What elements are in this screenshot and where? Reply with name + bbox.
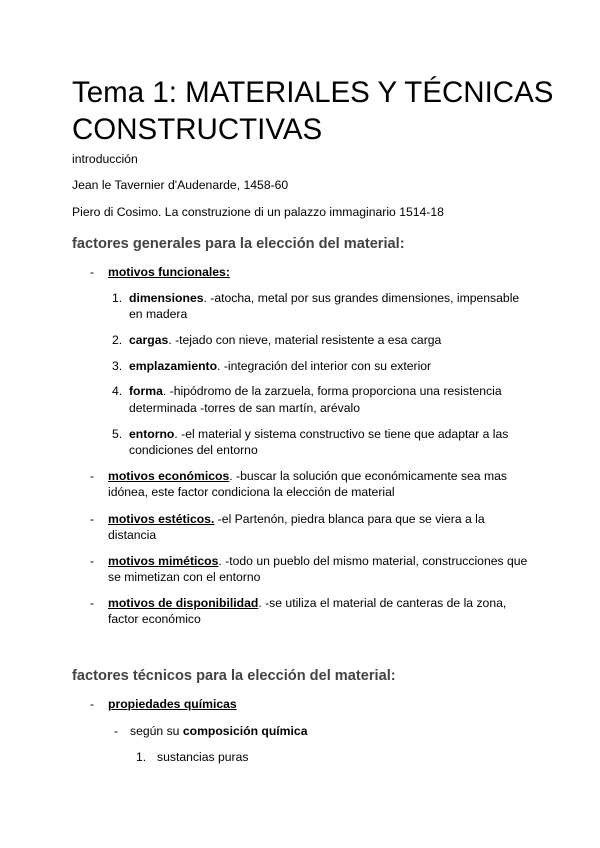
list-item-number: 2.: [112, 333, 123, 347]
page-title-line1: Tema 1: MATERIALES Y TÉCNICAS: [72, 76, 554, 109]
bullet-marker: -: [90, 554, 95, 568]
bullet-continuation: idónea, este factor condiciona la elección de material: [108, 485, 395, 499]
list-item: entorno. -el material y sistema constructivo se tiene que adaptar a las: [129, 427, 509, 441]
reference-1: Jean le Tavernier d'Audenarde, 1458-60: [72, 178, 289, 192]
sub-bullet-composition: según su composición química: [130, 724, 308, 738]
section-heading-general: factores generales para la elección del material:: [72, 236, 405, 252]
list-item: cargas. -tejado con nieve, material resistente a esa carga: [129, 333, 442, 347]
list-item-number: 1.: [112, 291, 123, 305]
section-heading-technical: factores técnicos para la elección del material:: [72, 668, 396, 684]
list-item-number: 4.: [112, 384, 123, 398]
list-item: sustancias puras: [157, 750, 249, 764]
bullet-aesthetic: motivos estéticos. -el Partenón, piedra blanca para que se viera a la: [108, 512, 485, 526]
bullet-marker: -: [90, 596, 95, 610]
reference-2: Piero di Cosimo. La construzione di un palazzo immaginario 1514-18: [72, 205, 444, 219]
page-title-line2: CONSTRUCTIVAS: [72, 113, 323, 146]
list-item-number: 5.: [112, 427, 123, 441]
list-item-number: 1.: [136, 750, 147, 764]
bullet-continuation: factor económico: [108, 612, 201, 626]
bullet-marker: -: [90, 469, 95, 483]
bullet-availability: motivos de disponibilidad. -se utiliza el material de canteras de la zona,: [108, 596, 507, 610]
functional-label: motivos funcionales:: [108, 265, 230, 279]
intro-text: introducción: [72, 152, 138, 166]
bullet-continuation: se mimetizan con el entorno: [108, 570, 261, 584]
chemical-label: propiedades químicas: [108, 697, 237, 711]
bullet-marker: -: [90, 697, 95, 711]
bullet-marker: -: [90, 512, 95, 526]
bullet-marker: -: [90, 265, 95, 279]
sub-bullet-marker: -: [114, 724, 119, 738]
list-item-continuation: en madera: [129, 307, 188, 321]
list-item: dimensiones. -atocha, metal por sus grandes dimensiones, impensable: [129, 291, 520, 305]
bullet-continuation: distancia: [108, 528, 157, 542]
list-item-continuation: determinada -torres de san martín, arévalo: [129, 401, 360, 415]
bullet-mimetic: motivos miméticos. -todo un pueblo del mismo material, construcciones que: [108, 554, 528, 568]
list-item-continuation: condiciones del entorno: [129, 443, 258, 457]
bullet-economic: motivos económicos. -buscar la solución que económicamente sea mas: [108, 469, 507, 483]
list-item: forma. -hipódromo de la zarzuela, forma proporciona una resistencia: [129, 384, 502, 398]
list-item-number: 3.: [112, 359, 123, 373]
list-item: emplazamiento. -integración del interior con su exterior: [129, 359, 432, 373]
